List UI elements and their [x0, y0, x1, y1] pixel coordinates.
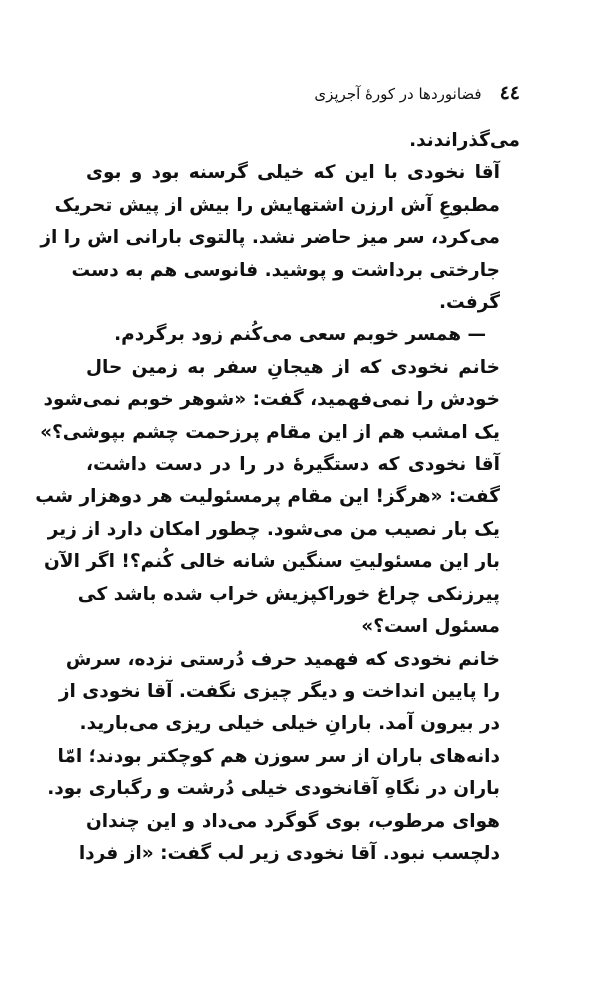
paragraph-continuation: [86, 125, 520, 157]
paragraph: [40, 352, 520, 449]
text-line: خانم نخودی که فهمید حرف دُرستی نزده، سرش: [65, 648, 500, 670]
text-line: هوای مرطوب، بوی گوگرد می‌داد و این چندان: [86, 810, 500, 832]
text-line: گفت: «هرگز! این مقام پرمسئولیت هر دوهزار شب: [35, 486, 500, 508]
text-line: پیرزنکی چراغ خوراکپزیش خراب شده باشد کی: [77, 583, 500, 605]
text-line: بار این مسئولیتِ سنگین شانه خالی کُنم؟! اگر الآن: [44, 551, 500, 573]
text-line: باران در نگاهِ آقانخودی خیلی دُرشت و رگباری بود.: [47, 778, 500, 800]
text-line: یک امشب هم از این مقام پرزحمت چشم بپوشی؟»: [40, 421, 500, 443]
body-text: [35, 125, 520, 870]
text-line: خودش را نمی‌فهمید، گفت: «شوهر خوبم نمی‌شود: [43, 389, 500, 411]
running-title: فضانوردها در کورهٔ آجرپزی: [314, 85, 482, 103]
text-line: آقا نخودی با این که خیلی گرسنه بود و بوی: [86, 162, 500, 184]
text-line: خانم نخودی که از هیجانِ سفر به زمین حال: [86, 356, 500, 378]
text-line: آقا نخودی که دستگیرهٔ در را در دست داشت،: [86, 454, 500, 476]
paragraph: [35, 449, 520, 643]
text-line: در بیرون آمد. بارانِ خیلی خیلی ریزی می‌بارید.: [79, 713, 500, 735]
text-line: می‌کرد، سر میز حاضر نشد. پالتوی بارانی اش را از: [40, 227, 500, 249]
text-line: — همسر خوبم سعی می‌کُنم زود برگردم.: [114, 324, 486, 346]
dialogue-line: [86, 319, 520, 351]
running-head: [258, 82, 520, 114]
text-line: دانه‌های باران از سر سوزن هم کوچکتر بودند؛ امّا: [57, 745, 500, 767]
page-number: ٤٤: [499, 82, 520, 104]
text-line: مسئول است؟»: [361, 616, 500, 638]
text-line: مطبوعِ آش ارزن اشتهایش را بیش از پیش تحریک: [54, 194, 500, 216]
paragraph: [47, 644, 520, 871]
text-line: گرفت.: [439, 292, 500, 314]
text-line: می‌گذراندند.: [409, 130, 520, 151]
text-line: یک بار نصیب من می‌شود. چطور امکان دارد از زیر: [47, 518, 500, 540]
text-line: را پایین انداخت و دیگر چیزی نگفت. آقا نخودی از: [58, 680, 500, 702]
paragraph: [40, 157, 520, 319]
text-line: جارختی برداشت و پوشید. فانوسی هم به دست: [71, 259, 500, 281]
text-line: دلچسب نبود. آقا نخودی زیر لب گفت: «از فردا: [78, 842, 500, 864]
